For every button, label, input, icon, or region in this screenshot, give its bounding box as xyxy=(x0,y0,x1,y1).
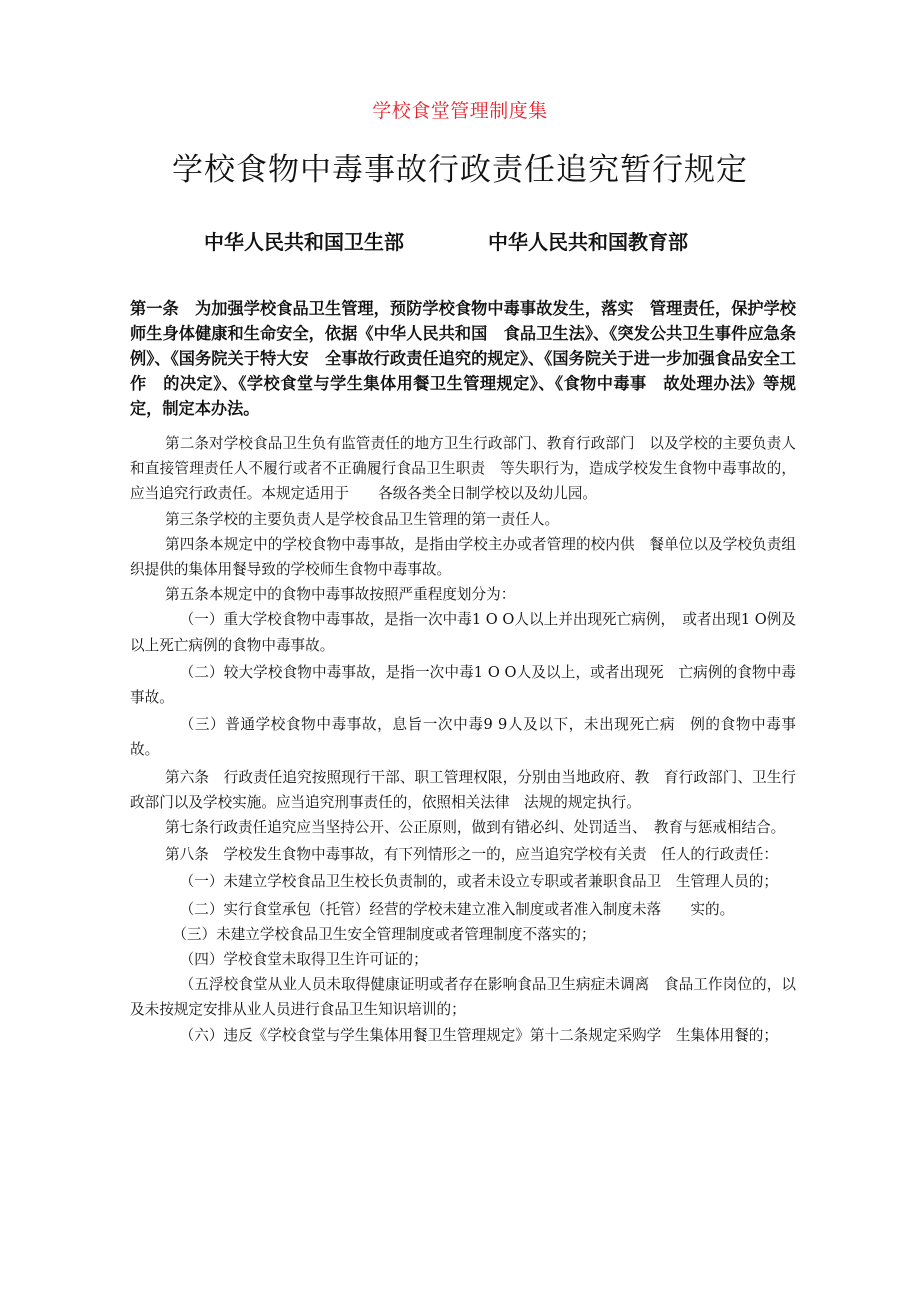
issuer-ministry-of-education: 中华人民共和国教育部 xyxy=(488,230,688,254)
series-title: 学校食堂管理制度集 xyxy=(372,100,548,122)
article-7: 第七条行政责任追究应当坚持公开、公正原则，做到有错必纠、处罚适当、 教育与惩戒相结合。 xyxy=(165,819,786,837)
article-8-item-2: （二）实行食堂承包（托管）经营的学校未建立准入制度或者准入制度未落 实的。 xyxy=(179,900,735,918)
article-4: 第四条本规定中的学校食物中毒事故，是指由学校主办或者管理的校内供 餐单位以及学校负责组织提供的集体用餐导致的学校师生食物中毒事故。 xyxy=(130,535,796,579)
article-8-item-1: （一）未建立学校食品卫生校长负责制的，或者未设立专职或者兼职食品卫 生管理人员的； xyxy=(179,873,778,891)
issuer-ministry-of-health: 中华人民共和国卫生部 xyxy=(204,230,404,254)
article-2: 第二条对学校食品卫生负有监管责任的地方卫生行政部门、教育行政部门 以及学校的主要负责人和直接管理责任人不履行或者不正确履行食品卫生职责 等失职行为，造成学校发生食物中毒事故的，应当追究行政责任。本规定适用于 各级各类全日制学校以及幼儿园。 xyxy=(130,435,796,503)
document-title: 学校食物中毒事故行政责任追究暂行规定 xyxy=(172,151,748,188)
article-5-item-3: （三）普通学校食物中毒事故，息旨一次中毒9 9人及以下，未出现死亡病 例的食物中毒事故。 xyxy=(130,716,796,759)
article-5: 第五条本规定中的食物中毒事故按照严重程度划分为： xyxy=(165,586,516,604)
article-1: 第一条 为加强学校食品卫生管理，预防学校食物中毒事故发生，落实 管理责任，保护学校师生身体健康和生命安全，依据《中华人民共和国 食品卫生法》、《突发公共卫生事件应急条例》、《国务院关于特大安 全事故行政责任追究的规定》、《国务院关于进一步加强食品安全工作 的决定》、《学校食堂与学生集体用餐卫生管理规定》、《食物中毒事 故处理办法》等规定，制定本办法。 xyxy=(130,299,796,418)
article-8: 第八条 学校发生食物中毒事故，有下列情形之一的，应当追究学校有关责 任人的行政责任： xyxy=(165,846,778,864)
document-body xyxy=(130,431,796,1048)
article-5-item-1: （一）重大学校食物中毒事故，是指一次中毒1 O O人以上并出现死亡病例， 或者出现1 O例及以上死亡病例的食物中毒事故。 xyxy=(130,611,796,654)
article-5-item-2: （二）较大学校食物中毒事故，是指一次中毒1 O O人及以上，或者出现死 亡病例的食物中毒事故。 xyxy=(130,663,796,707)
article-8-item-3: （三）未建立学校食品卫生安全管理制度或者管理制度不落实的； xyxy=(172,925,596,943)
article-3: 第三条学校的主要负责人是学校食品卫生管理的第一责任人。 xyxy=(165,510,560,528)
article-6: 第六条 行政责任追究按照现行干部、职工管理权限，分别由当地政府、教 育行政部门、卫生行政部门以及学校实施。应当追究刑事责任的，依照相关法律 法规的规定执行。 xyxy=(130,768,796,811)
article-8-item-4: （四）学校食堂未取得卫生许可证的； xyxy=(179,951,428,969)
article-8-item-5: （五浮校食堂从业人员未取得健康证明或者存在影响食品卫生病症未调离 食品工作岗位的，以及未按规定安排从业人员进行食品卫生知识培训的； xyxy=(130,976,796,1019)
article-8-item-6: （六）违反《学校食堂与学生集体用餐卫生管理规定》第十二条规定采购学 生集体用餐的； xyxy=(179,1026,778,1044)
